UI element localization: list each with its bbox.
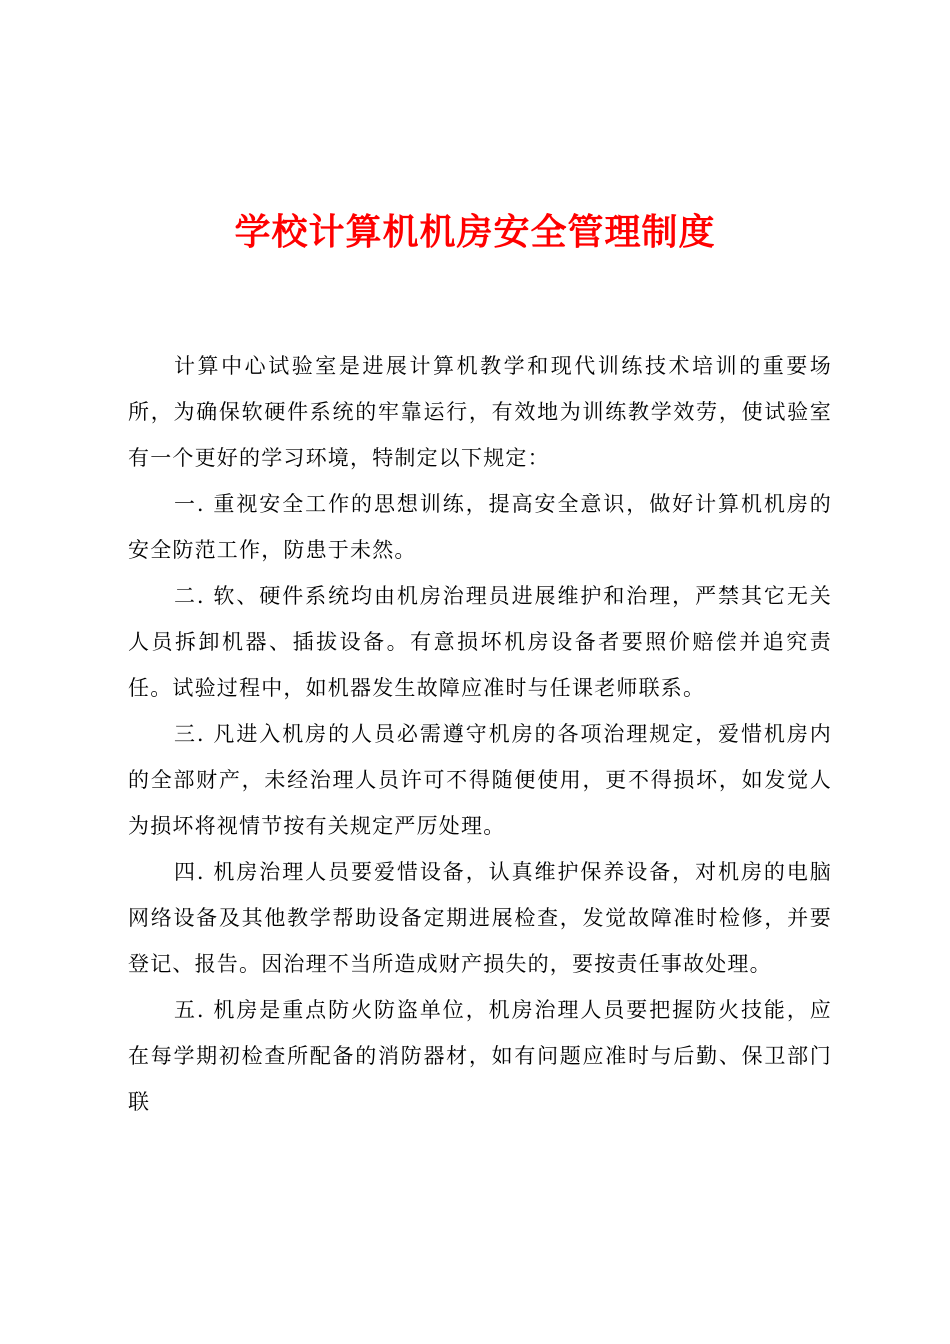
intro-paragraph: 计算中心试验室是进展计算机教学和现代训练技术培训的重要场所，为确保软硬件系统的牢靠运行，有效地为训练教学效劳，使试验室有一个更好的学习环境，特制定以下规定： [128,354,832,470]
rule-paragraph-2: 二. 软、硬件系统均由机房治理员进展维护和治理，严禁其它无关人员拆卸机器、插拔设备。有意损坏机房设备者要照价赔偿并追究责任。试验过程中，如机器发生故障应准时与任课老师联系。 [128,584,832,700]
document-body [128,343,832,1125]
document-title: 学校计算机机房安全管理制度 [234,212,716,253]
rule-paragraph-5: 五. 机房是重点防火防盗单位，机房治理人员要把握防火技能，应在每学期初检查所配备的消防器材，如有问题应准时与后勤、保卫部门联 [128,998,832,1114]
rule-paragraph-1: 一. 重视安全工作的思想训练，提高安全意识，做好计算机机房的安全防范工作，防患于未然。 [128,492,832,562]
rule-paragraph-4: 四. 机房治理人员要爱惜设备，认真维护保养设备，对机房的电脑网络设备及其他教学帮助设备定期进展检查，发觉故障准时检修，并要登记、报告。因治理不当所造成财产损失的，要按责任事故处理。 [128,860,832,976]
rule-paragraph-3: 三. 凡进入机房的人员必需遵守机房的各项治理规定，爱惜机房内的全部财产，未经治理人员许可不得随便使用，更不得损坏，如发觉人为损坏将视情节按有关规定严厉处理。 [128,722,832,838]
